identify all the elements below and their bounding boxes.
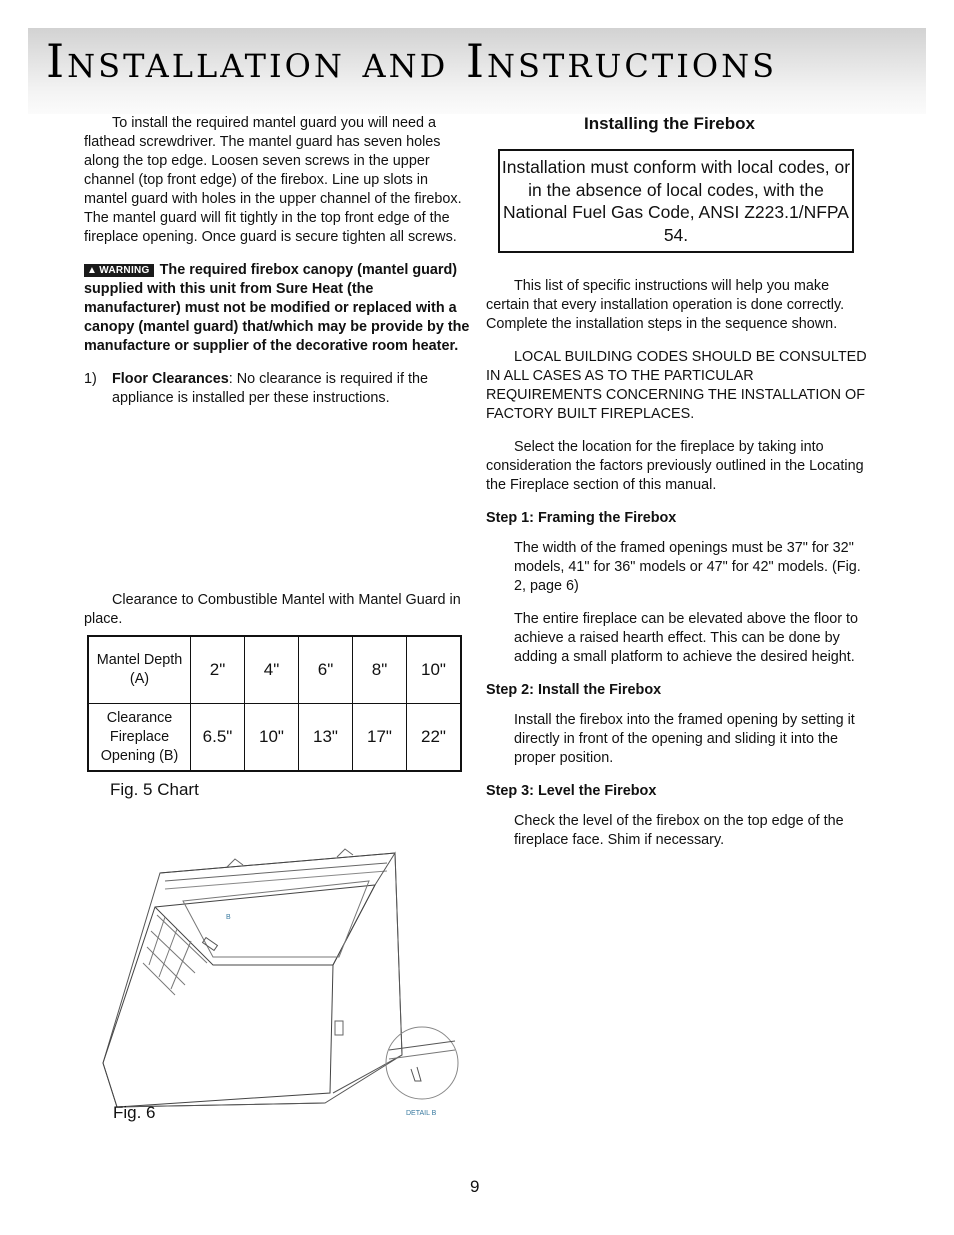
warning-badge	[84, 264, 154, 277]
fig5-caption: Fig. 5 Chart	[110, 780, 199, 799]
table-row	[88, 704, 461, 772]
list-item-text: : No clearance is required if the appliance is installed per these instructions.	[112, 371, 428, 406]
section-title: Installing the Firebox	[584, 114, 755, 133]
table-cell: 6"	[299, 636, 353, 704]
fig6-caption: Fig. 6	[113, 1103, 156, 1122]
step2-title: Step 2: Install the Firebox	[486, 682, 662, 698]
page-title: Installation and Instructions	[46, 34, 778, 88]
label-detail-b: DETAIL B	[406, 1110, 437, 1117]
step1-title: Step 1: Framing the Firebox	[486, 510, 677, 526]
table-cell: 22"	[407, 704, 462, 772]
firebox-illustration	[95, 845, 475, 1125]
mantel-guard-intro: To install the required mantel guard you will need a flathead screwdriver. The mantel guard has seven holes along the top edge. Loosen seven screws in the upper channel (top front edge) of the firebox. Line up slots in mantel guard with holes in the upper channel of the firebox. The mantel guard will fit tightly in the top front edge of the fireplace opening. Once guard is secure tighten all screws.	[84, 115, 462, 245]
warning-paragraph	[84, 261, 470, 356]
clearance-intro: Clearance to Combustible Mantel with Mantel Guard in place.	[84, 592, 461, 627]
warning-text: The required firebox canopy (mantel guard) supplied with this unit from Sure Heat (the manufacturer) must not be modified or replaced with a canopy (mantel guard) that/which may be provide by the manufacture or supplier of the decorative room heater.	[84, 262, 470, 354]
step1-text-b: The entire fireplace can be elevated above the floor to achieve a raised hearth effect. This can be done by adding a small platform to achieve the desired height.	[514, 611, 858, 665]
instructions-intro: This list of specific instructions will help you make certain that every installation operation is done correctly. Complete the installation steps in the sequence shown.	[486, 278, 845, 332]
row-label-clearance: Clearance Fireplace Opening (B)	[88, 704, 191, 772]
table-cell: 17"	[353, 704, 407, 772]
table-cell: 2"	[191, 636, 245, 704]
step2-text: Install the firebox into the framed opening by setting it directly in front of the opening and sliding it into the proper position.	[514, 712, 855, 766]
building-codes-paragraph: LOCAL BUILDING CODES SHOULD BE CONSULTED IN ALL CASES AS TO THE PARTICULAR REQUIREMENTS CONCERNING THE INSTALLATION OF FACTORY BUILT FIREPLACES.	[486, 349, 867, 422]
location-paragraph: Select the location for the fireplace by taking into consideration the factors previously outlined in the Locating the Fireplace section of this manual.	[486, 439, 864, 493]
step3-text: Check the level of the firebox on the top edge of the fireplace face. Shim if necessary.	[514, 813, 844, 848]
warning-badge-label: WARNING	[99, 265, 150, 276]
row-label-mantel-depth: Mantel Depth (A)	[88, 636, 191, 704]
firebox-outline	[103, 853, 402, 1107]
code-notice-text: Installation must conform with local codes, or in the absence of local codes, with the National Fuel Gas Code, ANSI Z223.1/NFPA 54.	[501, 157, 851, 245]
list-item-floor-clearances	[84, 370, 470, 408]
step1-text-a: The width of the framed openings must be 37" for 32" models, 41" for 36" models or 47" for 42" models. (Fig. 2, page 6)	[514, 540, 861, 594]
table-row	[88, 636, 461, 704]
list-item-number: 1)	[84, 371, 97, 387]
list-item-title: Floor Clearances	[112, 371, 229, 387]
clearance-table	[87, 635, 462, 772]
table-cell: 10"	[245, 704, 299, 772]
table-cell: 10"	[407, 636, 462, 704]
left-column	[84, 114, 470, 422]
table-cell: 8"	[353, 636, 407, 704]
table-cell: 13"	[299, 704, 353, 772]
table-cell: 6.5"	[191, 704, 245, 772]
page-number: 9	[470, 1177, 480, 1196]
warning-triangle-icon: ▲	[87, 265, 98, 276]
page-header	[28, 28, 926, 114]
right-column	[486, 277, 868, 864]
label-b: B	[226, 914, 231, 921]
step3-title: Step 3: Level the Firebox	[486, 783, 657, 799]
table-cell: 4"	[245, 636, 299, 704]
code-notice-box	[498, 149, 854, 253]
